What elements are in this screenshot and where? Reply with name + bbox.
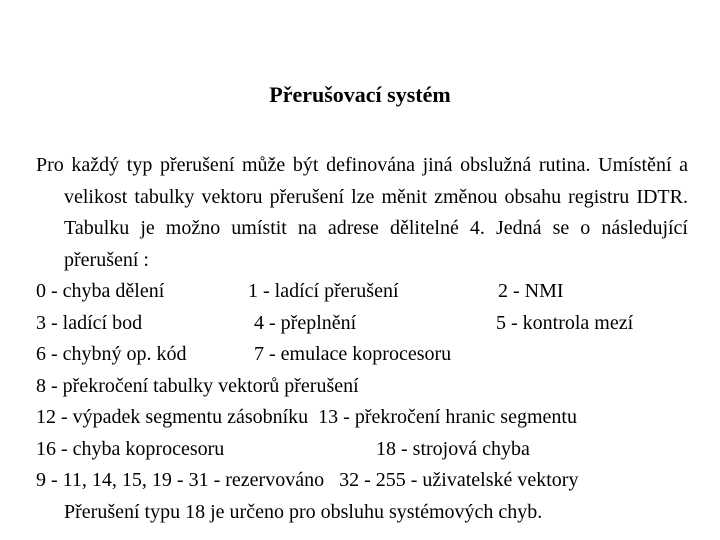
interrupt-line: 12 - výpadek segmentu zásobníku 13 - překročení hranic segmentu [36,406,577,428]
interrupt-item: 5 - kontrola mezí [496,311,634,334]
slide-content [36,150,688,528]
interrupt-item: 1 - ladící přerušení [248,280,399,302]
interrupt-row [36,434,688,466]
interrupt-item: 2 - NMI [498,280,564,302]
interrupt-row [36,276,688,308]
intro-paragraph: Pro každý typ přerušení může být definována jiná obslužná rutina. Umístění a velikost tabulky vektoru přerušení lze měnit změnou obsahu registru IDTR. Tabulku je možno umístit na adrese dělitelné 4. Jedná se o následující přerušení : [36,154,688,271]
interrupt-row [36,339,688,371]
interrupt-line: 9 - 11, 14, 15, 19 - 31 - rezervováno 32 - 255 - uživatelské vektory [36,469,579,491]
interrupt-row [36,308,688,340]
interrupt-item: 16 - chyba koprocesoru [36,437,225,460]
interrupt-line: 8 - překročení tabulky vektorů přerušení [36,374,359,397]
interrupt-item: 0 - chyba dělení [36,280,165,302]
interrupt-item: 3 - ladící bod [36,311,143,334]
interrupt-item: 18 - strojová chyba [376,437,530,460]
closing-note: Přerušení typu 18 je určeno pro obsluhu systémových chyb. [64,500,543,523]
slide-title: Přerušovací systém [269,82,451,107]
interrupt-item: 4 - přeplnění [254,311,357,334]
interrupt-item: 6 - chybný op. kód [36,343,187,365]
interrupt-item: 7 - emulace koprocesoru [254,343,452,365]
